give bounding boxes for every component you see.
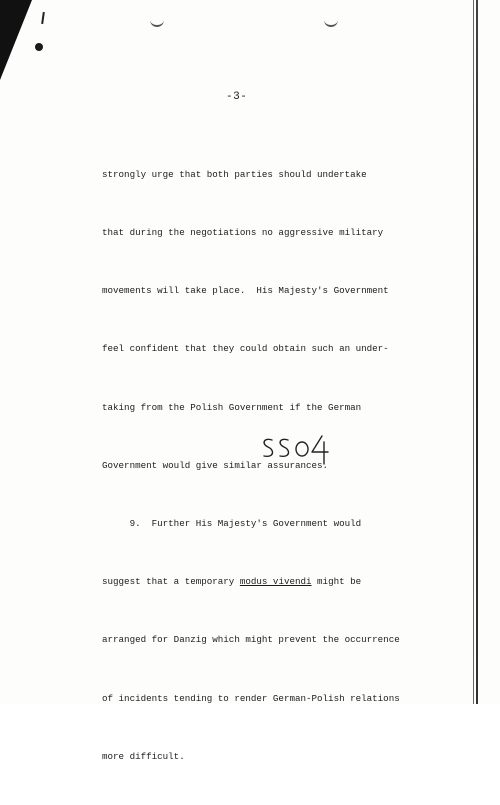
text-fragment: suggest that a temporary (102, 576, 235, 588)
text-line: more difficult. (102, 750, 185, 762)
staple-mark-right (324, 20, 338, 27)
text-line: feel confident that they could obtain such an under- (102, 343, 389, 355)
staple-mark-left (150, 20, 164, 27)
text-line: arranged for Danzig which might prevent the occurrence (102, 634, 400, 646)
handwritten-annotation (258, 430, 338, 470)
text-line: movements will take place. His Majesty's Government (102, 285, 389, 297)
punch-hole (35, 43, 43, 51)
page-number: -3- (226, 91, 248, 103)
text-line: of incidents tending to render German-Polish relations (102, 692, 400, 704)
corner-scan-mark (0, 0, 36, 96)
text-line: Government would give similar assurances. (102, 459, 329, 471)
text-line: strongly urge that both parties should undertake (102, 168, 367, 180)
text-fragment: might be (317, 576, 362, 588)
text-line: 9. Further His Majesty's Government would (102, 518, 362, 530)
underlined-phrase: modus vivendi (239, 576, 312, 588)
page-edge-line (476, 0, 478, 704)
text-line: taking from the Polish Government if the German (102, 401, 362, 413)
text-line-with-underline (102, 572, 442, 591)
text-line: that during the negotiations no aggressive military (102, 227, 384, 239)
tick-mark (41, 12, 45, 24)
page-edge-line-outer (473, 0, 474, 704)
